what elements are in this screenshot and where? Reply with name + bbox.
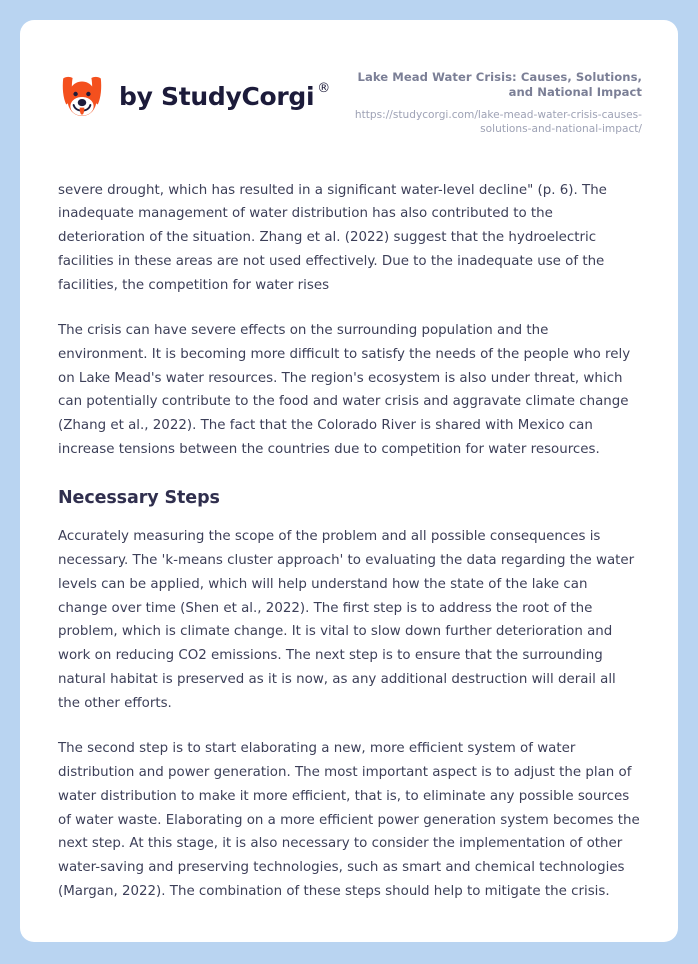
brand-wordmark xyxy=(119,80,330,111)
document-body xyxy=(20,179,678,904)
brand-logo[interactable] xyxy=(58,64,330,120)
section-heading: Necessary Steps xyxy=(58,488,220,509)
corgi-head-icon xyxy=(58,72,106,120)
paragraph: The crisis can have severe effects on the surrounding population and the environment. It is becoming more difficult to satisfy the needs of the people who rely on Lake Mead's water resources. The region's ecosystem is also under threat, which can potentially contribute to the food and water crisis and aggravate climate change (Zhang et al., 2022). The fact that the Colorado River is shared with Mexico can increase tensions between the countries due to competition for water resources. xyxy=(58,322,631,458)
registered-trademark-icon: ® xyxy=(317,80,330,96)
paragraph: severe drought, which has resulted in a significant water-level decline" (p. 6). The inadequate management of water distribution has also contributed to the deterioration of the situation. Zhang et al. (2022) suggest that the hydroelectric facilities in these areas are not used effectively. Due to the inadequate use of the facilities, the competition for water rises xyxy=(58,182,607,294)
page-title: Lake Mead Water Crisis: Causes, Solutions, and National Impact xyxy=(357,70,642,99)
brand-wordmark-text: by StudyCorgi xyxy=(119,81,315,111)
document-meta xyxy=(330,64,642,137)
document-page xyxy=(20,20,678,942)
document-header xyxy=(20,20,678,137)
paragraph: The second step is to start elaborating a new, more efficient system of water distribution and power generation. The most important aspect is to adjust the plan of water distribution to make it more efficient, that is, to eliminate any possible sources of water waste. Elaborating on a more efficient power generation system becomes the next step. At this stage, it is also necessary to consider the implementation of other water-saving and preserving technologies, such as smart and chemical technologies (Margan, 2022). The combination of these steps should help to mitigate the crisis. xyxy=(58,740,640,900)
paragraph: Accurately measuring the scope of the problem and all possible consequences is necessary. The 'k-means cluster approach' to evaluating the data regarding the water levels can be applied, which will help understand how the state of the lake can change over time (Shen et al., 2022). The first step is to address the root of the problem, which is climate change. It is vital to slow down further deterioration and work on reducing CO2 emissions. The next step is to ensure that the surrounding natural habitat is preserved as it is now, as any additional destruction will derail all the other efforts. xyxy=(58,529,635,712)
source-url[interactable]: https://studycorgi.com/lake-mead-water-crisis-causes-solutions-and-national-impact/ xyxy=(354,108,642,135)
